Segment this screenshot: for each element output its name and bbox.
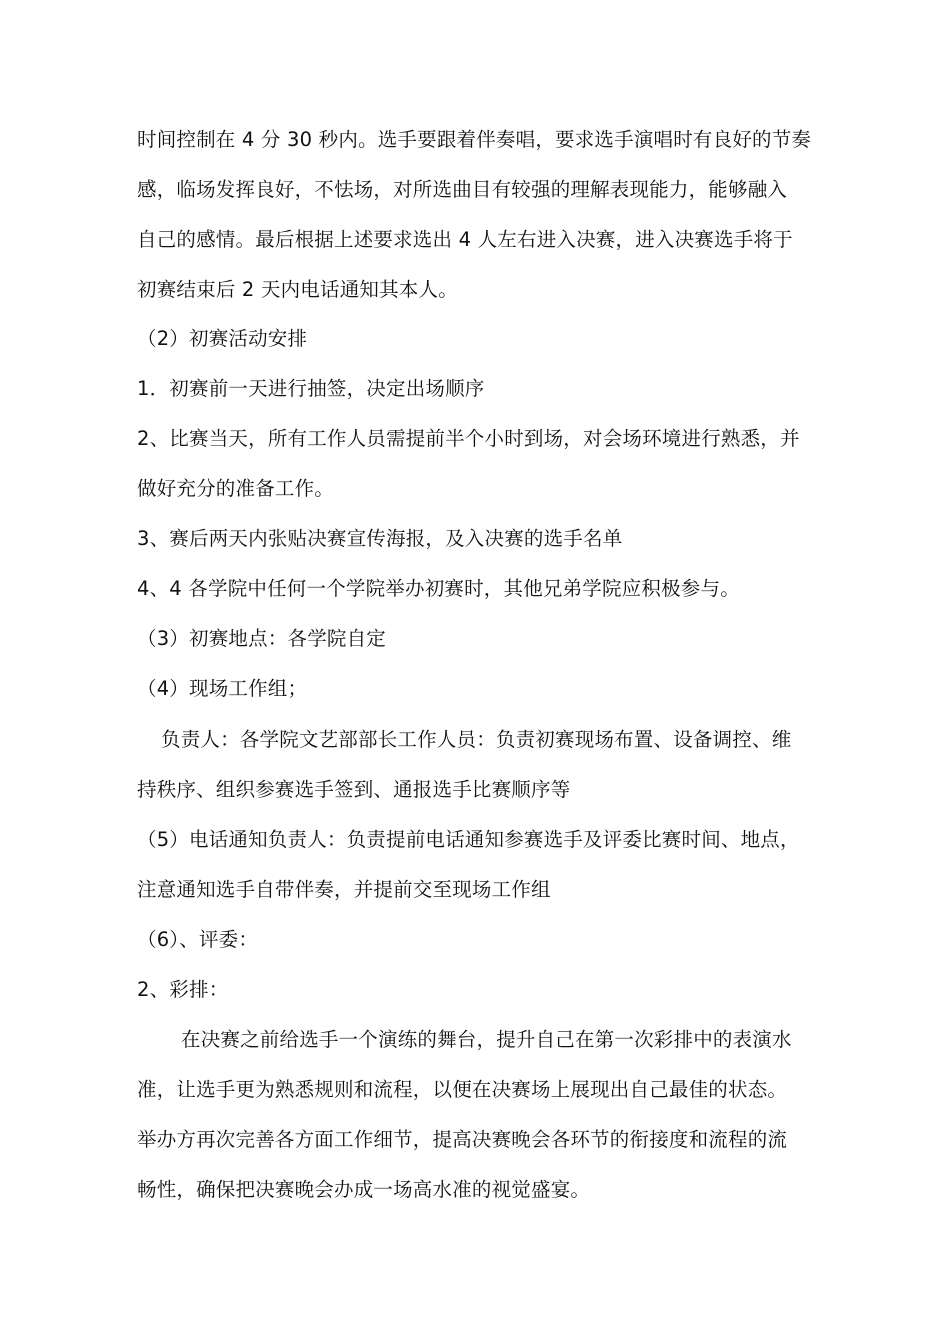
section-heading: （6）、评委： — [137, 928, 259, 951]
list-item: 2、比赛当天，所有工作人员需提前半个小时到场，对会场环境进行熟悉，并 — [137, 427, 800, 450]
paragraph-line: 时间控制在 4 分 30 秒内。选手要跟着伴奏唱，要求选手演唱时有良好的节奏 — [137, 128, 812, 151]
section-heading: （5）电话通知负责人：负责提前电话通知参赛选手及评委比赛时间、地点， — [137, 828, 800, 851]
list-item-continuation: 做好充分的准备工作。 — [137, 477, 335, 500]
list-item: 3、赛后两天内张贴决赛宣传海报，及入决赛的选手名单 — [137, 527, 623, 550]
paragraph-line: 畅性，确保把决赛晚会办成一场高水准的视觉盛宴。 — [137, 1178, 591, 1201]
paragraph-line: 注意通知选手自带伴奏，并提前交至现场工作组 — [137, 878, 551, 901]
section-heading: （2）初赛活动安排 — [137, 327, 308, 350]
paragraph-line: 在决赛之前给选手一个演练的舞台，提升自己在第一次彩排中的表演水 — [181, 1028, 792, 1051]
list-item: 1．初赛前一天进行抽签，决定出场顺序 — [137, 377, 485, 400]
paragraph-line: 持秩序、组织参赛选手签到、通报选手比赛顺序等 — [137, 778, 571, 801]
paragraph-line: 负责人：各学院文艺部部长工作人员：负责初赛现场布置、设备调控、维 — [161, 728, 792, 751]
list-item: 4、4 各学院中任何一个学院举办初赛时，其他兄弟学院应积极参与。 — [137, 577, 740, 600]
section-heading: 2、彩排： — [137, 978, 229, 1001]
paragraph-line: 感，临场发挥良好，不怯场，对所选曲目有较强的理解表现能力，能够融入 — [137, 178, 788, 201]
paragraph-line: 初赛结束后 2 天内电话通知其本人。 — [137, 278, 458, 301]
paragraph-line: 自己的感情。最后根据上述要求选出 4 人左右进入决赛，进入决赛选手将于 — [137, 228, 793, 251]
section-heading: （3）初赛地点：各学院自定 — [137, 627, 387, 650]
paragraph-line: 准，让选手更为熟悉规则和流程，以便在决赛场上展现出自己最佳的状态。 — [137, 1078, 788, 1101]
section-heading: （4）现场工作组； — [137, 677, 308, 700]
paragraph-line: 举办方再次完善各方面工作细节，提高决赛晚会各环节的衔接度和流程的流 — [137, 1128, 788, 1151]
